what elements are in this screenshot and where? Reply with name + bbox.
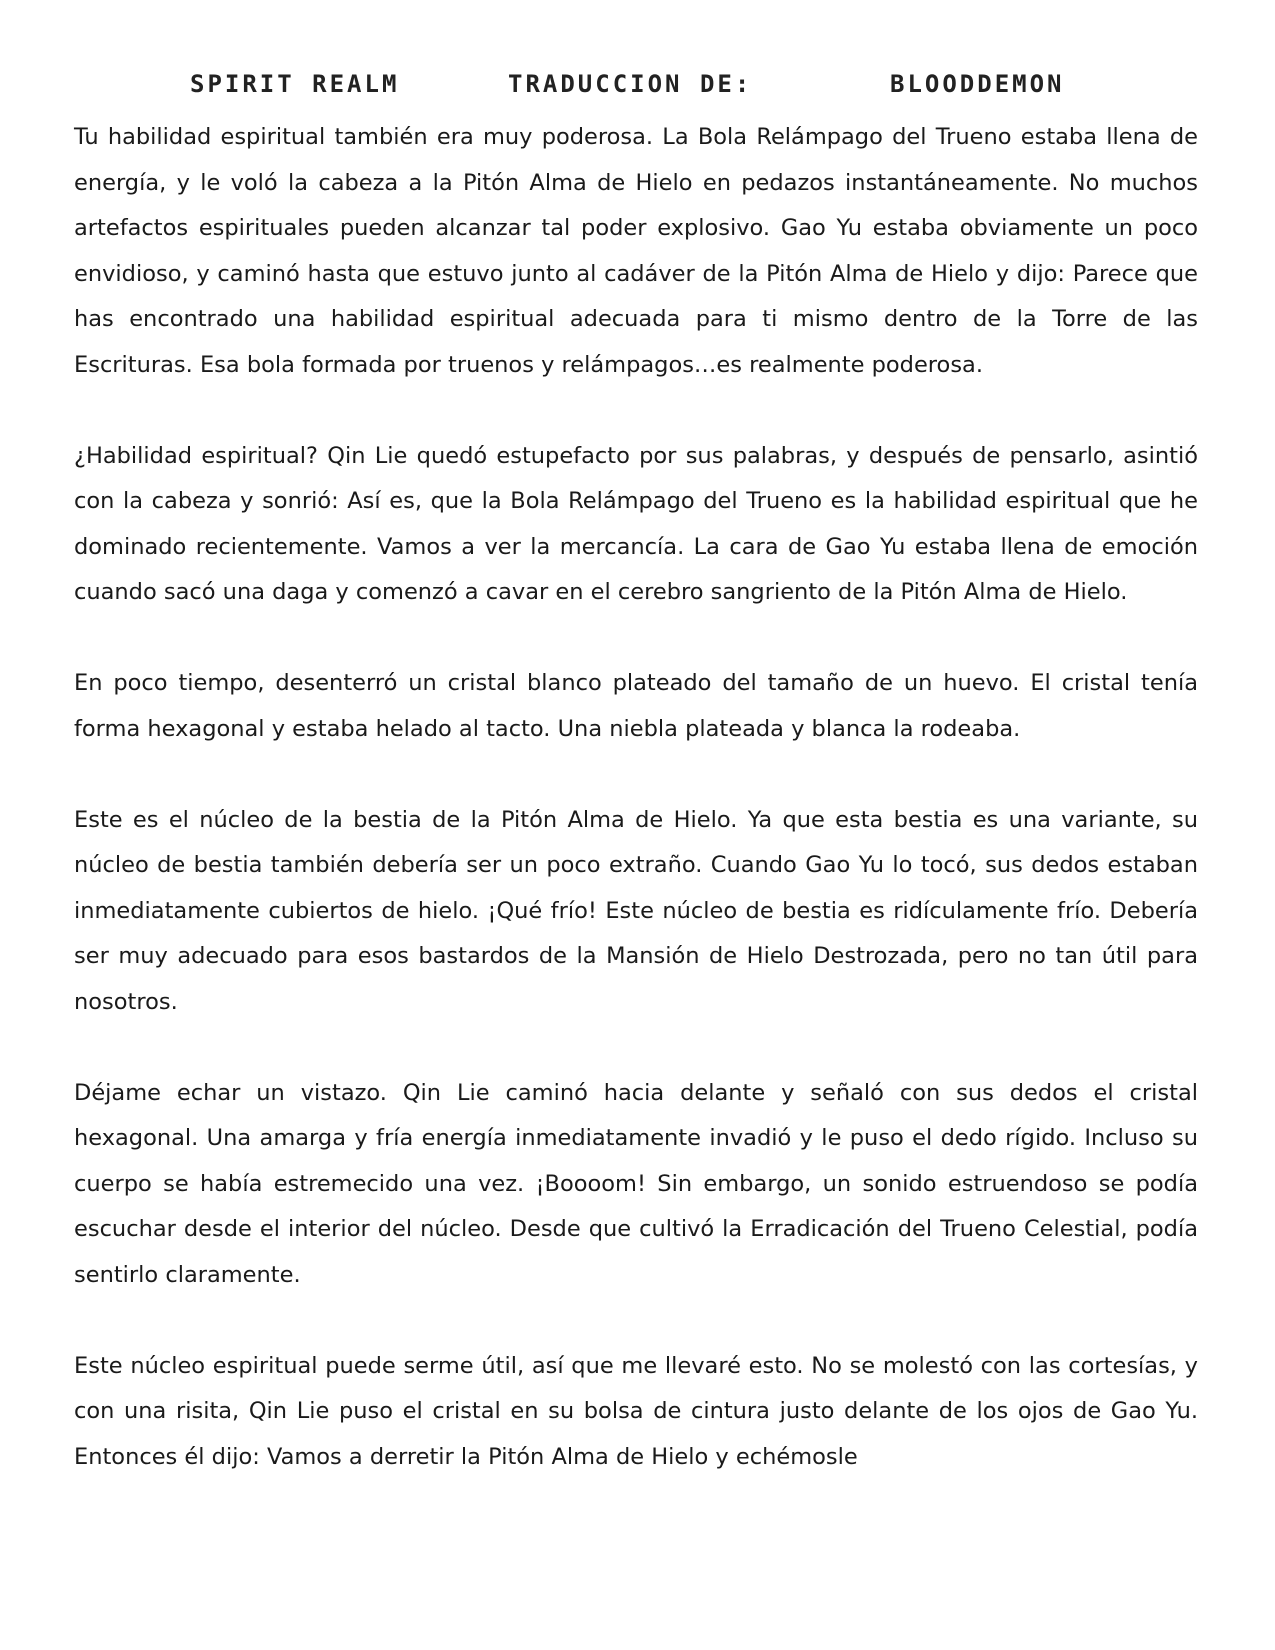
paragraph-6: Este núcleo espiritual puede serme útil, así que me llevaré esto. No se molestó con las cortesías, y con una risita, Qin Lie puso el cristal en su bolsa de cintura justo delante de los ojos de Gao Yu. Entonces él dijo: Vamos a derretir la Pitón Alma de Hielo y echémosle (74, 1352, 1198, 1470)
header-translation-label: TRADUCCION DE: (508, 70, 753, 98)
paragraph-5: Déjame echar un vistazo. Qin Lie caminó hacia delante y señaló con sus dedos el cristal hexagonal. Una amarga y fría energía inmediatamente invadió y le puso el dedo rígido. Incluso su cuerpo se había estremecido una vez. ¡Boooom! Sin embargo, un sonido estruendoso se podía escuchar desde el interior del núcleo. Desde que cultivó la Erradicación del Trueno Celestial, podía sentirlo claramente. (74, 1079, 1198, 1288)
paragraph-3: En poco tiempo, desenterró un cristal blanco plateado del tamaño de un huevo. El cristal tenía forma hexagonal y estaba helado al tacto. Una niebla plateada y blanca la rodeaba. (74, 670, 1198, 742)
paragraph-1: Tu habilidad espiritual también era muy poderosa. La Bola Relámpago del Trueno estaba llena de energía, y le voló la cabeza a la Pitón Alma de Hielo en pedazos instantáneamente. No muchos artefactos espirituales pueden alcanzar tal poder explosivo. Gao Yu estaba obviamente un poco envidioso, y caminó hasta que estuvo junto al cadáver de la Pitón Alma de Hielo y dijo: Parece que has encontrado una habilidad espiritual adecuada para ti mismo dentro de la Torre de las Escrituras. Esa bola formada por truenos y relámpagos…es realmente poderosa. (74, 124, 1198, 378)
document-body (74, 115, 1198, 1480)
page-header (0, 70, 1275, 110)
header-series-title: SPIRIT REALM (190, 70, 400, 98)
paragraph-4: Este es el núcleo de la bestia de la Pitón Alma de Hielo. Ya que esta bestia es una variante, su núcleo de bestia también debería ser un poco extraño. Cuando Gao Yu lo tocó, sus dedos estaban inmediatamente cubiertos de hielo. ¡Qué frío! Este núcleo de bestia es ridículamente frío. Debería ser muy adecuado para esos bastardos de la Mansión de Hielo Destrozada, pero no tan útil para nosotros. (74, 806, 1198, 1015)
paragraph-2: ¿Habilidad espiritual? Qin Lie quedó estupefacto por sus palabras, y después de pensarlo, asintió con la cabeza y sonrió: Así es, que la Bola Relámpago del Trueno es la habilidad espiritual que he dominado recientemente. Vamos a ver la mercancía. La cara de Gao Yu estaba llena de emoción cuando sacó una daga y comenzó a cavar en el cerebro sangriento de la Pitón Alma de Hielo. (74, 442, 1198, 605)
header-translator-name: BLOODDEMON (890, 70, 1065, 98)
